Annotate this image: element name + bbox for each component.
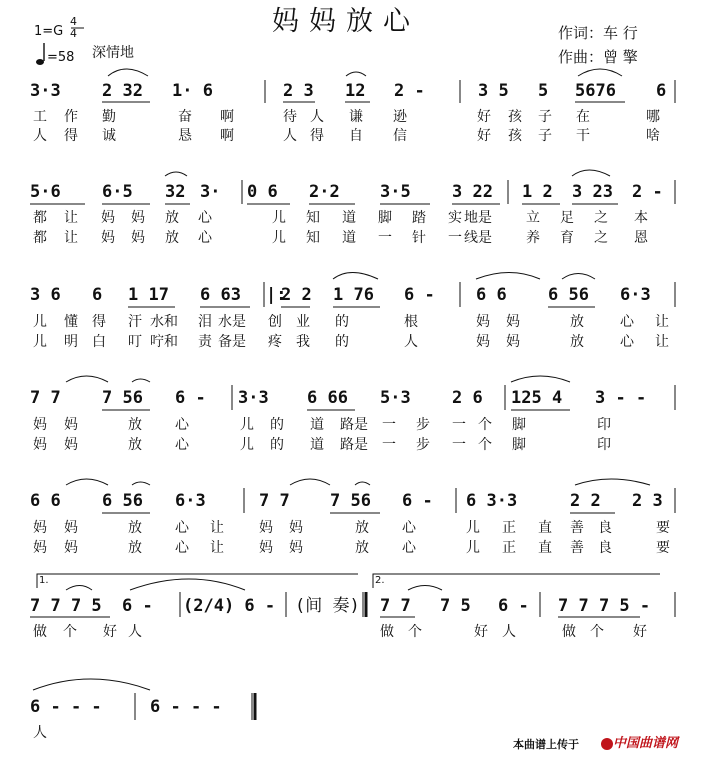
lyric: 儿 xyxy=(240,417,254,433)
notes-4-1: 7 7 xyxy=(30,388,61,408)
lyric: 印 xyxy=(597,437,611,453)
lyric: 妈 xyxy=(64,437,78,453)
lyric: 做 xyxy=(33,624,47,640)
lyric: 踏 xyxy=(412,210,426,226)
lyric: 心 xyxy=(175,417,189,433)
lyric: 恳 xyxy=(178,128,192,144)
lyric: 水是 xyxy=(218,314,246,330)
lyric: 脚 xyxy=(512,417,526,433)
lyric: 啊 xyxy=(220,109,234,125)
lyric: 人 xyxy=(128,624,142,640)
lyric: 孩 xyxy=(508,109,522,125)
site-logo[interactable]: 中国曲谱网 xyxy=(613,736,679,751)
lyric: 让 xyxy=(210,520,224,536)
lyric: 人 xyxy=(502,624,516,640)
lyric: 人 xyxy=(310,109,324,125)
lyric: 步 xyxy=(416,417,430,433)
lyric: 心 xyxy=(175,520,189,536)
lyric: 要 xyxy=(656,520,670,536)
lyric: 妈 xyxy=(64,417,78,433)
lyric: 地是 xyxy=(464,210,492,226)
song-title: 妈妈放心 xyxy=(272,6,420,37)
lyric: 得 xyxy=(92,314,106,330)
slur xyxy=(578,69,622,76)
lyric: 水和 xyxy=(150,314,178,330)
slur xyxy=(108,69,148,76)
notes-1-5: 12 xyxy=(345,81,366,101)
lyric: 道 xyxy=(342,230,356,246)
lyric: 放 xyxy=(570,334,584,350)
lyric: 放 xyxy=(165,210,179,226)
lyric: 好 xyxy=(474,624,488,640)
lyric: 一 xyxy=(382,417,396,433)
volta-2-bracket xyxy=(373,574,660,588)
lyric: 儿 xyxy=(466,520,480,536)
lyric: 明 xyxy=(64,334,78,350)
lyric: 妈 xyxy=(476,314,490,330)
lyric: 放 xyxy=(355,540,369,556)
lyric: 啥 xyxy=(646,128,660,144)
lyric: 逊 xyxy=(393,109,407,125)
lyric: 备是 xyxy=(218,334,246,350)
lyric: 妈 xyxy=(506,334,520,350)
notes-2-3: 32 xyxy=(165,182,186,202)
lyric: 道 xyxy=(342,210,356,226)
lyric: 都 xyxy=(33,230,47,246)
notes-1-7: 3 5 xyxy=(478,81,509,101)
notes-4-7: 2 6 xyxy=(452,388,483,408)
lyric: 妈 xyxy=(259,540,273,556)
lyricist-credit: 作词：车 行 xyxy=(558,24,638,42)
tie xyxy=(33,679,150,690)
lyric: 脚 xyxy=(512,437,526,453)
lyric: 自 xyxy=(349,128,363,144)
time-signature-bottom: 4 xyxy=(70,27,77,40)
lyric: 得 xyxy=(64,128,78,144)
lyric: 足 xyxy=(560,210,574,226)
notes-2-11: 2 - xyxy=(632,182,663,202)
slur xyxy=(290,479,330,485)
lyric: 叮 xyxy=(128,334,142,350)
lyric: 得 xyxy=(310,128,324,144)
notes-2-7: 3·5 xyxy=(380,182,411,202)
lyric: 儿 xyxy=(466,540,480,556)
lyric: 善 xyxy=(570,520,584,536)
notes-2-8: 3 22 xyxy=(452,182,493,202)
notes-2-5: 0 6 xyxy=(247,182,278,202)
lyric: 一 xyxy=(378,230,392,246)
lyric: 育 xyxy=(560,230,574,246)
lyric: 直 xyxy=(538,520,552,536)
lyric: 懂 xyxy=(64,314,78,330)
slur xyxy=(346,72,366,76)
notes-6-6: 6 - xyxy=(498,596,529,616)
lyric: 白 xyxy=(92,334,106,350)
lyric: 线是 xyxy=(464,230,492,246)
lyric: 好 xyxy=(477,128,491,144)
lyric: 妈 xyxy=(33,540,47,556)
lyric: 儿 xyxy=(33,334,47,350)
notes-6-7: 7 7 7 5 - xyxy=(558,596,651,616)
lyric: 路是 xyxy=(340,437,368,453)
lyric: 个 xyxy=(478,437,492,453)
notes-5-4: 7 7 xyxy=(259,491,290,511)
lyric: 印 xyxy=(597,417,611,433)
notes-5-8: 2 2 xyxy=(570,491,601,511)
volta-2-label: 2. xyxy=(375,575,385,586)
notes-5-3: 6·3 xyxy=(175,491,206,511)
slur xyxy=(572,170,610,176)
lyric: 的 xyxy=(335,314,349,330)
lyric: 知 xyxy=(306,230,320,246)
lyric: 好 xyxy=(477,109,491,125)
lyric: 良 xyxy=(598,540,612,556)
lyric: 个 xyxy=(408,624,422,640)
notes-6-2: 6 - xyxy=(122,596,153,616)
lyric: 在 xyxy=(576,109,590,125)
lyric: 路是 xyxy=(340,417,368,433)
lyric: 好 xyxy=(633,624,647,640)
slur xyxy=(355,482,370,485)
notes-6-5: 7 5 xyxy=(440,596,471,616)
notes-6-1: 7 7 7 5 xyxy=(30,596,102,616)
lyric: 放 xyxy=(128,437,142,453)
composer-credit: 作曲：曾 擎 xyxy=(558,48,638,66)
notes-1-6: 2 - xyxy=(394,81,425,101)
lyric: 妈 xyxy=(33,417,47,433)
notes-5-2: 6 56 xyxy=(102,491,143,511)
lyric: 心 xyxy=(175,540,189,556)
lyric: 之 xyxy=(594,230,608,246)
lyric: 个 xyxy=(478,417,492,433)
lyric: 放 xyxy=(570,314,584,330)
lyric: 儿 xyxy=(272,210,286,226)
lyric: 让 xyxy=(655,314,669,330)
lyric: 之 xyxy=(594,210,608,226)
notes-1-10: 6 xyxy=(656,81,667,101)
lyric: 啊 xyxy=(220,128,234,144)
lyric: 一 xyxy=(448,230,462,246)
expression-marking: 深情地 xyxy=(92,45,134,61)
lyric: 妈 xyxy=(33,520,47,536)
lyric: 妈 xyxy=(64,520,78,536)
lyric: 一 xyxy=(452,437,466,453)
lyric: 心 xyxy=(198,230,212,246)
lyric: 让 xyxy=(64,210,78,226)
lyric: 人 xyxy=(404,334,418,350)
time-signature-top: 4 xyxy=(70,15,77,28)
lyric: 道 xyxy=(310,417,324,433)
lyric: 知 xyxy=(306,210,320,226)
notes-4-6: 5·3 xyxy=(380,388,411,408)
lyric: 我 xyxy=(296,334,310,350)
lyric: 做 xyxy=(562,624,576,640)
tempo-marking: =58 xyxy=(47,50,75,65)
slur xyxy=(66,479,108,485)
lyric: 哪 xyxy=(646,109,660,125)
notes-7-2: 6 - - - xyxy=(150,697,222,717)
lyric: 要 xyxy=(656,540,670,556)
lyric: 本 xyxy=(634,210,648,226)
notes-5-6: 6 - xyxy=(402,491,433,511)
lyric: 妈 xyxy=(101,210,115,226)
lyric: 妈 xyxy=(506,314,520,330)
notes-3-3: 1 17 xyxy=(128,285,169,305)
lyric: 直 xyxy=(538,540,552,556)
lyric: 个 xyxy=(590,624,604,640)
notes-1-3: 1· 6 xyxy=(172,81,213,101)
notes-2-10: 3 23 xyxy=(572,182,613,202)
lyric: 的 xyxy=(270,437,284,453)
notes-2-6: 2·2 xyxy=(309,182,340,202)
lyric: 让 xyxy=(655,334,669,350)
notes-5-7: 6 3·3 xyxy=(466,491,518,511)
lyric: 善 xyxy=(570,540,584,556)
lyric: 良 xyxy=(598,520,612,536)
lyric: 正 xyxy=(502,520,516,536)
slur xyxy=(66,586,92,591)
lyric: 让 xyxy=(210,540,224,556)
notes-4-3: 6 - xyxy=(175,388,206,408)
notes-2-1: 5·6 xyxy=(30,182,61,202)
lyric: 正 xyxy=(502,540,516,556)
volta-1-label: 1. xyxy=(39,575,49,586)
slur xyxy=(165,172,187,176)
notes-3-2: 6 xyxy=(92,285,103,305)
lyric: 咛和 xyxy=(150,334,178,350)
slur xyxy=(132,482,150,485)
notes-3-4: 6 63 xyxy=(200,285,241,305)
lyric: 一 xyxy=(382,437,396,453)
lyric: 步 xyxy=(416,437,430,453)
notes-1-2: 2 32 xyxy=(102,81,143,101)
lyric: 做 xyxy=(380,624,394,640)
lyric: 业 xyxy=(296,314,310,330)
lyric: 责 xyxy=(198,334,212,350)
slur xyxy=(511,376,570,382)
lyric: 恩 xyxy=(634,230,648,246)
lyric: 心 xyxy=(402,520,416,536)
lyric: 放 xyxy=(128,520,142,536)
lyric: 一 xyxy=(452,417,466,433)
notes-3-9: 6 56 xyxy=(548,285,589,305)
lyric: 根 xyxy=(404,314,418,330)
notes-4-2: 7 56 xyxy=(102,388,143,408)
notes-1-8: 5 xyxy=(538,81,549,101)
lyric: 妈 xyxy=(131,210,145,226)
lyric: 妈 xyxy=(64,540,78,556)
lyric: 作 xyxy=(64,109,78,125)
notes-3-10: 6·3 xyxy=(620,285,651,305)
notes-6-3: (2/4) 6 - xyxy=(183,596,276,616)
lyric: 都 xyxy=(33,210,47,226)
lyric: 创 xyxy=(268,314,282,330)
lyric: 疼 xyxy=(268,334,282,350)
notes-2-2: 6·5 xyxy=(102,182,133,202)
lyric: 实 xyxy=(448,210,462,226)
notes-4-5: 6 66 xyxy=(307,388,348,408)
lyric: 儿 xyxy=(33,314,47,330)
key-signature: 1=G xyxy=(34,24,64,39)
lyric: 放 xyxy=(128,417,142,433)
lyric: 个 xyxy=(63,624,77,640)
lyric: 针 xyxy=(412,230,426,246)
slur xyxy=(562,274,595,280)
interlude-marker: (间 奏) xyxy=(295,596,360,616)
lyric: 心 xyxy=(175,437,189,453)
lyric: 泪 xyxy=(198,314,212,330)
lyric: 心 xyxy=(402,540,416,556)
lyric: 人 xyxy=(283,128,297,144)
notes-4-9: 3 - - xyxy=(595,388,647,408)
lyric: 人 xyxy=(33,128,47,144)
lyric: 的 xyxy=(270,417,284,433)
lyric: 养 xyxy=(526,230,540,246)
notes-7-1: 6 - - - xyxy=(30,697,102,717)
lyric: 子 xyxy=(538,109,552,125)
notes-3-6: 1 76 xyxy=(333,285,374,305)
notes-5-5: 7 56 xyxy=(330,491,371,511)
lyric: 心 xyxy=(198,210,212,226)
notes-5-9: 2 3 xyxy=(632,491,663,511)
lyric: 脚 xyxy=(378,210,392,226)
slur xyxy=(408,586,442,591)
lyric: 儿 xyxy=(240,437,254,453)
slur xyxy=(575,479,650,485)
notes-1-9: 5676 xyxy=(575,81,616,101)
notes-5-1: 6 6 xyxy=(30,491,61,511)
slur xyxy=(66,376,108,382)
lyric: 心 xyxy=(620,314,634,330)
lyric: 信 xyxy=(393,128,407,144)
lyric: 道 xyxy=(310,437,324,453)
notes-3-7: 6 - xyxy=(404,285,435,305)
lyric: 妈 xyxy=(289,520,303,536)
lyric: 干 xyxy=(576,128,590,144)
lyric: 工 xyxy=(33,109,47,125)
lyric: 儿 xyxy=(272,230,286,246)
lyric: 待 xyxy=(283,109,297,125)
lyric: 妈 xyxy=(33,437,47,453)
slur xyxy=(132,379,150,382)
lyric: 的 xyxy=(335,334,349,350)
notes-2-4: 3· xyxy=(200,182,221,202)
lyric: 人 xyxy=(33,725,47,741)
lyric: 好 xyxy=(103,624,117,640)
lyric: 勤 xyxy=(102,109,116,125)
lyric: 谦 xyxy=(349,109,363,125)
lyric: 诚 xyxy=(102,128,116,144)
notes-4-8: 125 4 xyxy=(511,388,563,408)
slur xyxy=(476,273,540,280)
lyric: 放 xyxy=(165,230,179,246)
upload-credit: 本曲谱上传于 xyxy=(513,738,579,751)
lyric: 奋 xyxy=(178,109,192,125)
lyric: 妈 xyxy=(259,520,273,536)
lyric: 汗 xyxy=(128,314,142,330)
lyric: 让 xyxy=(64,230,78,246)
notes-3-1: 3 6 xyxy=(30,285,61,305)
notes-3-5: 2 2 xyxy=(281,285,312,305)
lyric: 放 xyxy=(355,520,369,536)
lyric: 立 xyxy=(526,210,540,226)
repeat-start: |: xyxy=(266,285,287,305)
lyric: 妈 xyxy=(289,540,303,556)
notes-1-1: 3·3 xyxy=(30,81,61,101)
lyric: 妈 xyxy=(131,230,145,246)
notes-6-4: 7 7 xyxy=(380,596,411,616)
lyric: 子 xyxy=(538,128,552,144)
lyric: 心 xyxy=(620,334,634,350)
lyric: 妈 xyxy=(476,334,490,350)
notes-2-9: 1 2 xyxy=(522,182,553,202)
lyric: 放 xyxy=(128,540,142,556)
notes-4-4: 3·3 xyxy=(238,388,269,408)
lyric: 妈 xyxy=(101,230,115,246)
notes-3-8: 6 6 xyxy=(476,285,507,305)
slur xyxy=(333,273,378,280)
lyric: 孩 xyxy=(508,128,522,144)
slur xyxy=(130,579,245,590)
notes-1-4: 2 3 xyxy=(283,81,314,101)
